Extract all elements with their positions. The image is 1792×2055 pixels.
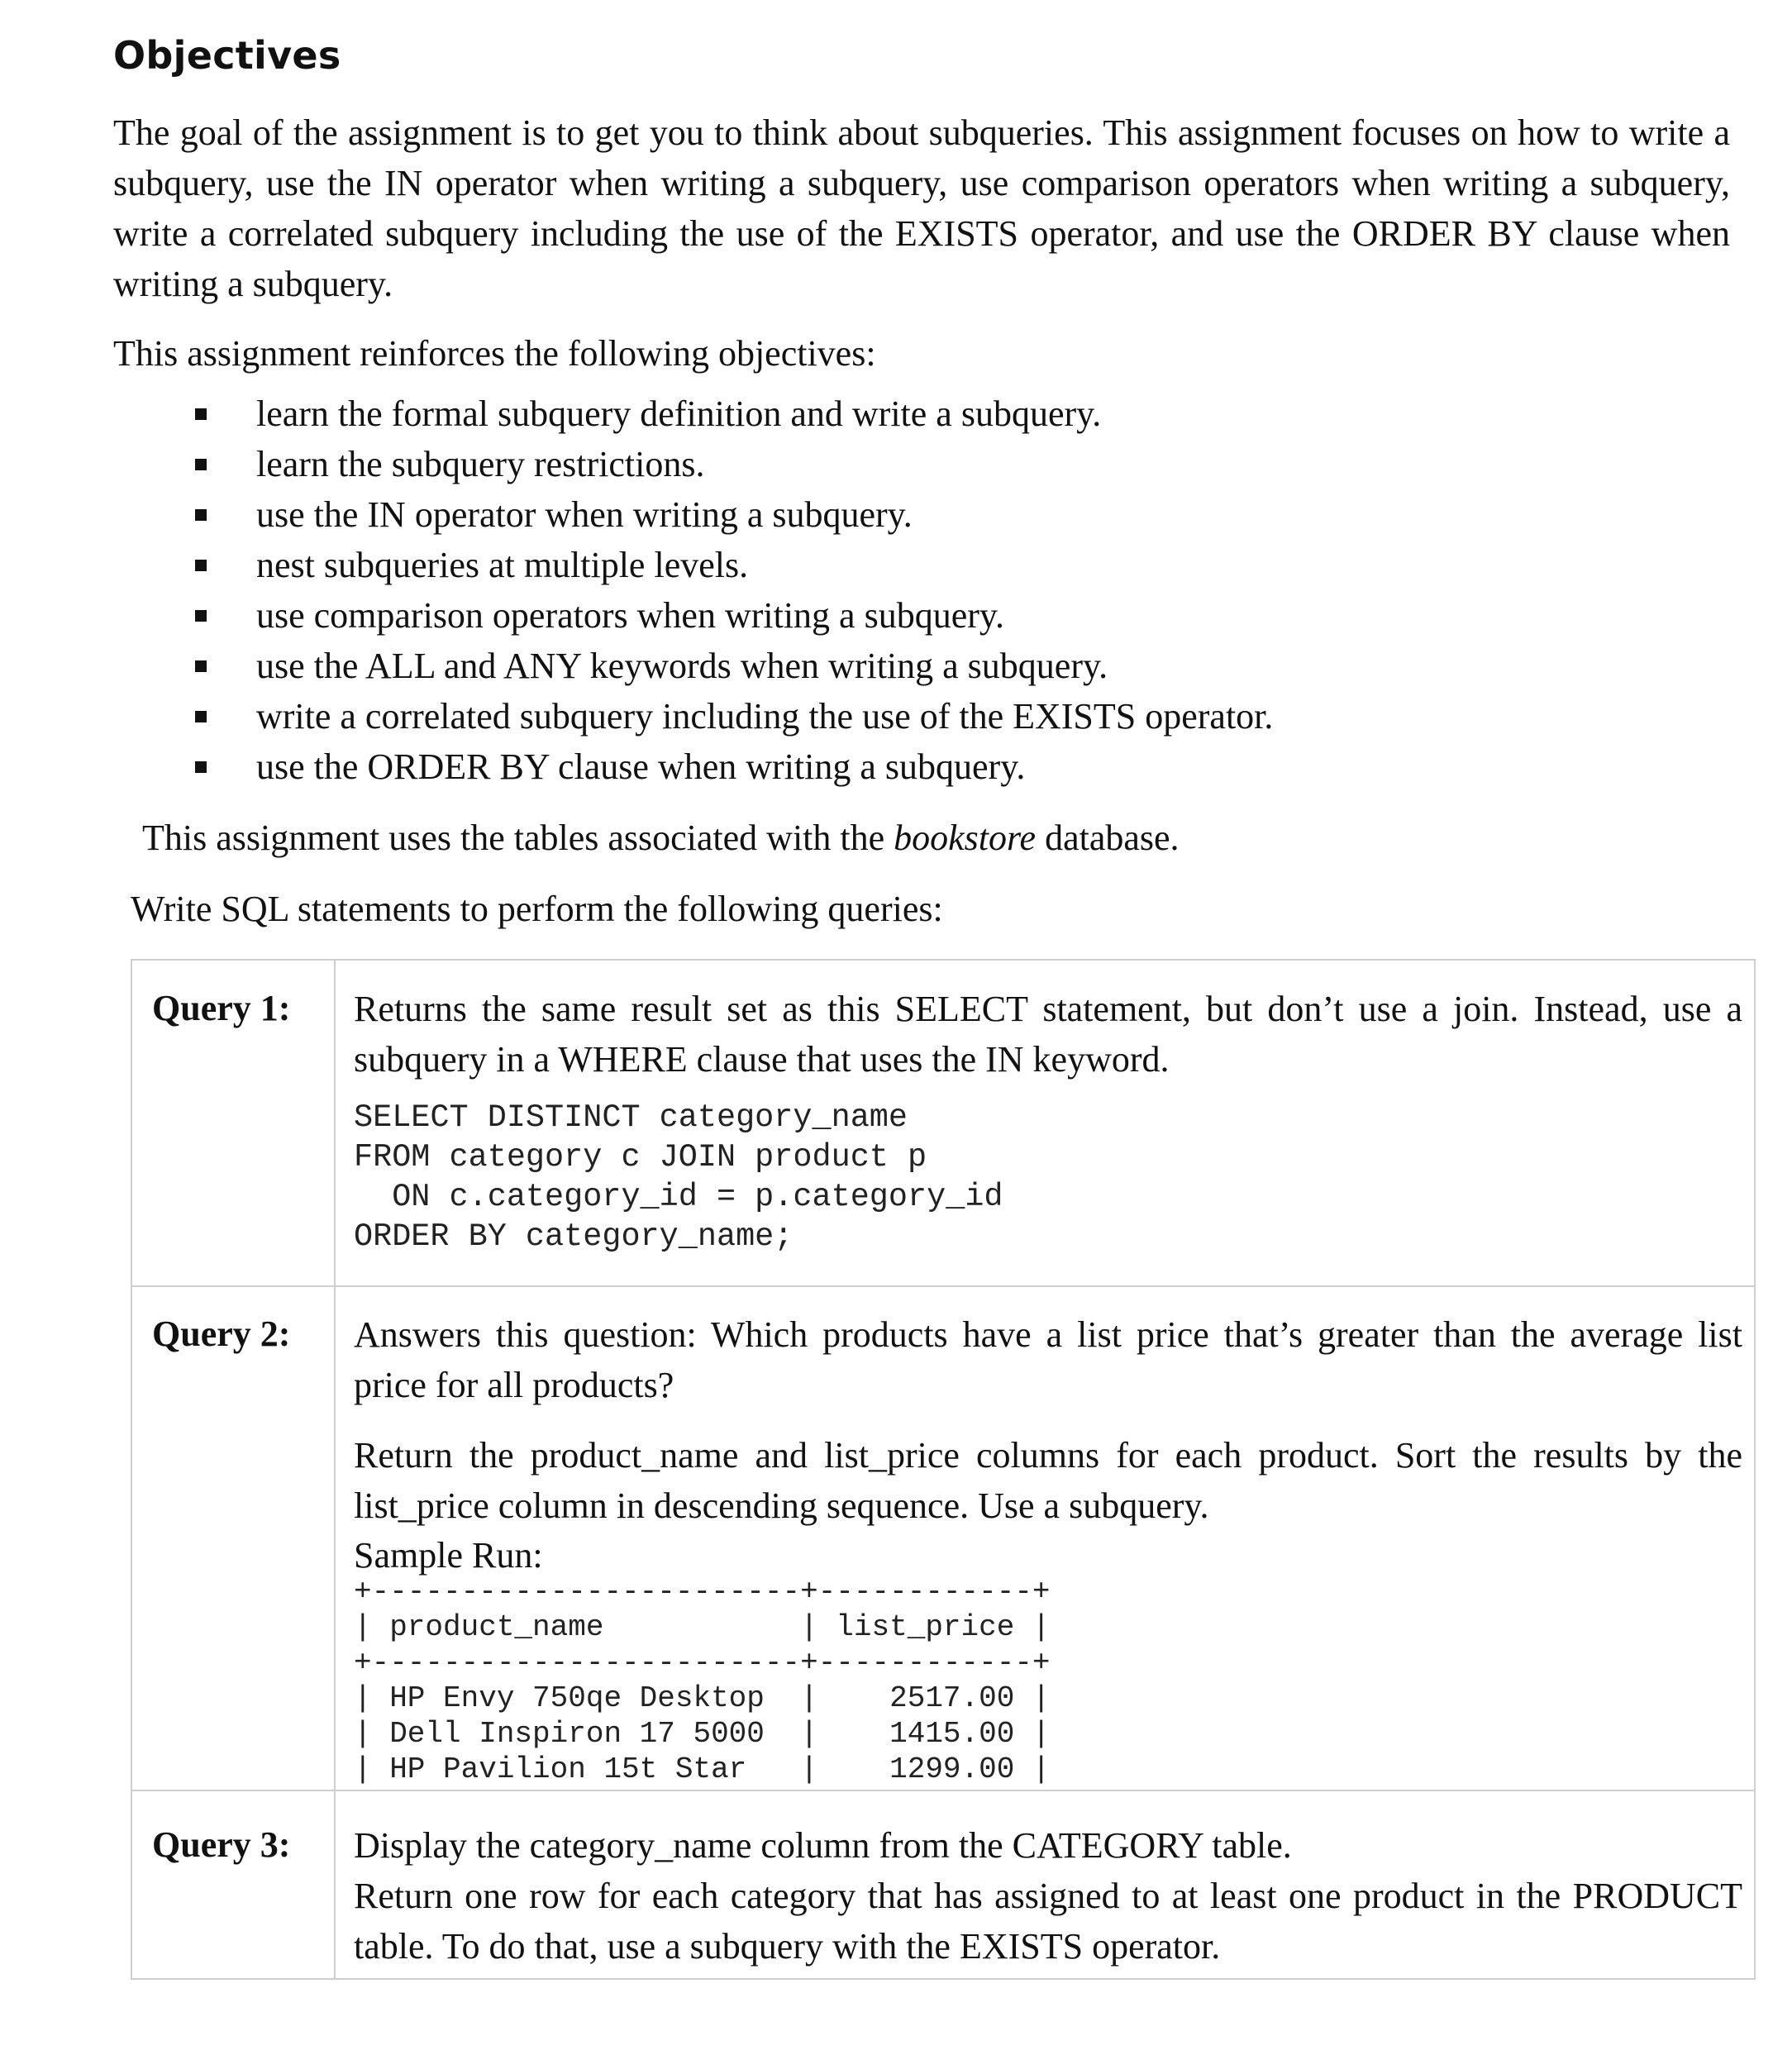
objective-item: [0, 741, 1273, 792]
database-note: [142, 813, 1180, 863]
instructions-line: Write SQL statements to perform the following queries:: [131, 889, 943, 929]
objective-text: use the ALL and ANY keywords when writing a subquery.: [256, 646, 1108, 686]
query-1-description: Returns the same result set as this SELECT statement, but don’t use a join. Instead, use a subquery in a WHERE clause that uses the IN keyword.: [354, 989, 1742, 1080]
objective-text: learn the formal subquery definition and write a subquery.: [256, 393, 1102, 434]
objective-item: [0, 590, 1273, 641]
square-bullet-icon: [195, 408, 207, 420]
objective-item: [0, 691, 1273, 741]
objective-text: write a correlated subquery including the use of the EXISTS operator.: [256, 696, 1274, 737]
square-bullet-icon: [195, 711, 207, 722]
query-2-instructions-text: Return the product_name and list_price columns for each product. Sort the results by the list_price column in descending sequence. Use a subquery.: [354, 1435, 1742, 1526]
query-2-text: [354, 1309, 1742, 1410]
objective-item: [0, 389, 1273, 439]
query-1-sql-code: SELECT DISTINCT category_name FROM category c JOIN product p ON c.category_id = p.category_id ORDER BY category_name;: [354, 1099, 1003, 1255]
sample-run-output: +------------------------+------------+ | product_name | list_price | +------------------------+------------+ | HP Envy 750qe Desktop | 2517.00 | | Dell Inspiron 17 5000 | 1415.00 | | HP Pavilion 15t Star | 1299.00 |: [354, 1575, 1051, 1786]
page-heading: Objectives: [113, 33, 341, 78]
objective-text: use comparison operators when writing a subquery.: [256, 595, 1005, 636]
objective-text: use the ORDER BY clause when writing a subquery.: [256, 746, 1026, 787]
objectives-lead: This assignment reinforces the following objectives:: [113, 333, 876, 374]
square-bullet-icon: [195, 761, 207, 773]
database-note-text: This assignment uses the tables associated with the: [142, 818, 894, 858]
objective-item: [0, 489, 1273, 540]
square-bullet-icon: [195, 610, 207, 622]
query-3-text: [354, 1820, 1742, 1972]
query-1-label: Query 1:: [152, 988, 291, 1028]
row-divider: [132, 1285, 1754, 1287]
query-2-instructions: [354, 1430, 1742, 1531]
objective-text: nest subqueries at multiple levels.: [256, 545, 749, 585]
query-3-description: Display the category_name column from the CATEGORY table.: [354, 1825, 1292, 1866]
query-2-label: Query 2:: [152, 1314, 291, 1354]
sample-run-label: Sample Run:: [354, 1535, 543, 1576]
square-bullet-icon: [195, 560, 207, 571]
objective-item: [0, 540, 1273, 590]
row-divider: [132, 1790, 1754, 1791]
query-3-instructions: Return one row for each category that has assigned to at least one product in the PRODUCT table. To do that, use a subquery with the EXISTS operator.: [354, 1876, 1742, 1967]
objectives-list: [0, 389, 1273, 792]
column-divider: [334, 961, 336, 1978]
objective-text: learn the subquery restrictions.: [256, 444, 705, 484]
database-note-suffix: database.: [1036, 818, 1180, 858]
query-2-description: Answers this question: Which products have a list price that’s greater than the average list price for all products?: [354, 1314, 1742, 1405]
objective-text: use the IN operator when writing a subquery.: [256, 494, 913, 535]
query-table: [131, 959, 1756, 1980]
intro-paragraph: The goal of the assignment is to get you to think about subqueries. This assignment focuses on how to write a subquery, use the IN operator when writing a subquery, use comparison operators when writing a subquery, write a correlated subquery including the use of the EXISTS operator, and use the ORDER BY clause when writing a subquery.: [113, 112, 1730, 304]
query-3-label: Query 3:: [152, 1824, 291, 1865]
square-bullet-icon: [195, 509, 207, 521]
objective-item: [0, 439, 1273, 489]
database-name: bookstore: [894, 818, 1037, 858]
objective-item: [0, 641, 1273, 691]
square-bullet-icon: [195, 459, 207, 470]
query-1-text: [354, 984, 1742, 1085]
square-bullet-icon: [195, 660, 207, 672]
